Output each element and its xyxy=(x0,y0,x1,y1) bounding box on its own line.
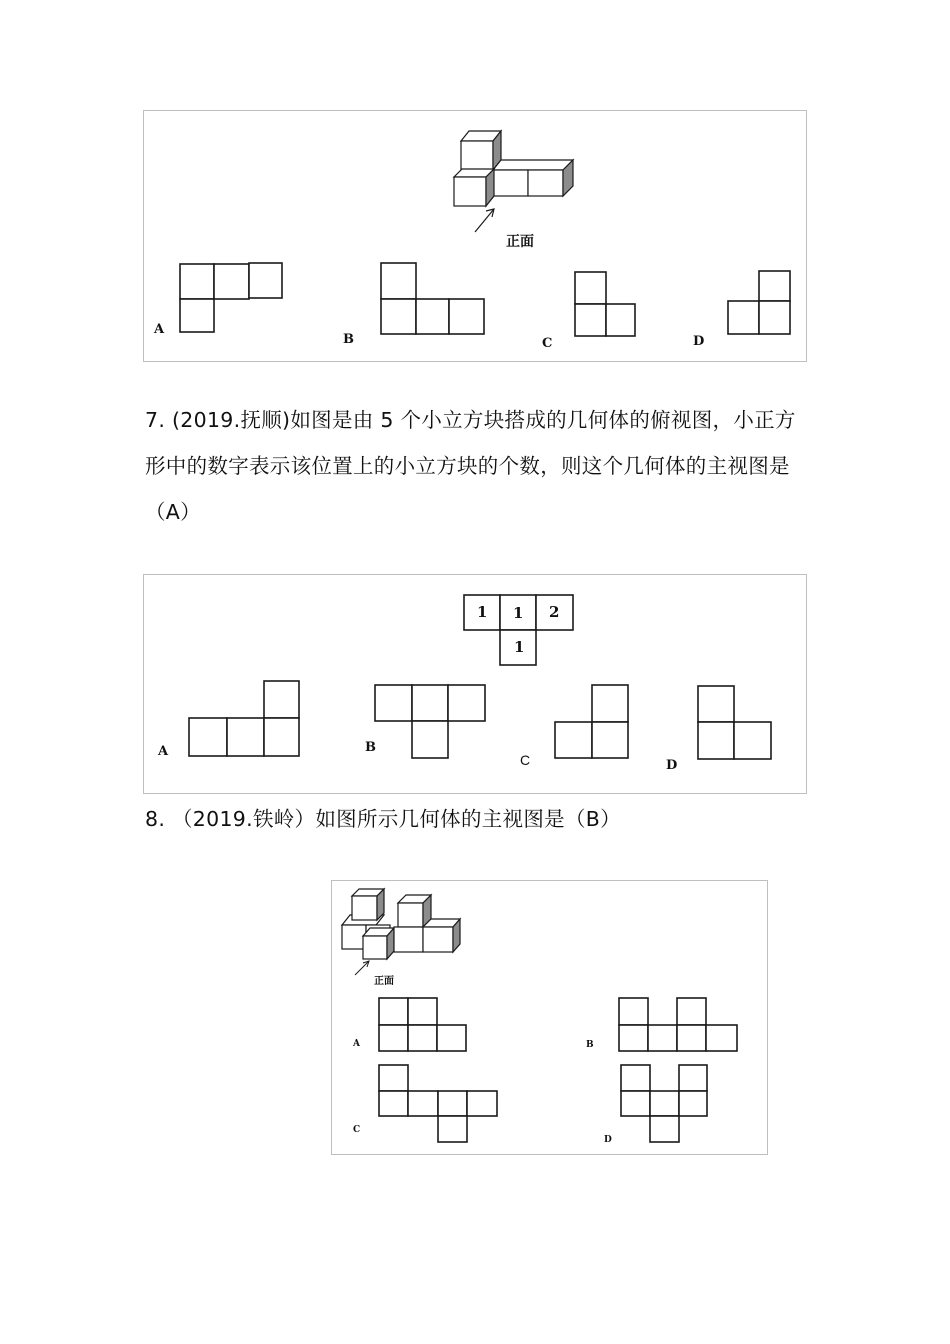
figure-2-drawing xyxy=(144,575,806,793)
grid-number: 1 xyxy=(477,603,488,621)
figure-1-frame xyxy=(143,110,807,362)
option-d-label: D xyxy=(693,334,705,349)
option-a-view xyxy=(379,998,466,1051)
figure-2-frame xyxy=(143,574,807,794)
question-7-text: 7. (2019.抚顺)如图是由 5 个小立方块搭成的几何体的俯视图，小正方形中的数字表示该位置上的小立方块的个数，则这个几何体的主视图是（A） xyxy=(145,408,796,524)
figure-1-drawing xyxy=(144,111,806,361)
option-a-label: A xyxy=(154,322,165,337)
grid-number: 2 xyxy=(549,603,560,621)
option-c-view xyxy=(379,1065,497,1142)
solid-isometric-view-2 xyxy=(342,889,460,975)
option-d-view xyxy=(698,686,771,759)
option-a-view xyxy=(180,263,282,332)
grid-number: 1 xyxy=(513,604,524,622)
option-c-view xyxy=(555,685,628,758)
option-d-label: D xyxy=(604,1135,612,1145)
figure-3-drawing xyxy=(332,881,767,1154)
front-label: 正面 xyxy=(506,234,534,250)
option-d-label: D xyxy=(666,758,678,773)
option-a-label: A xyxy=(158,744,169,759)
option-a-view xyxy=(189,681,299,756)
front-label: 正面 xyxy=(374,976,394,987)
solid-isometric-view-1 xyxy=(454,131,573,232)
question-8-text: 8. （2019.铁岭）如图所示几何体的主视图是（B） xyxy=(145,807,621,831)
option-c-label: C xyxy=(520,752,531,768)
option-b-view xyxy=(381,263,484,334)
option-a-label: A xyxy=(353,1039,360,1049)
option-c-label: C xyxy=(542,336,553,351)
figure-3-frame xyxy=(331,880,768,1155)
option-c-label: C xyxy=(353,1125,361,1135)
option-b-label: B xyxy=(365,740,376,755)
option-c-view xyxy=(575,272,635,336)
option-d-view xyxy=(621,1065,707,1142)
option-b-view xyxy=(375,685,485,758)
option-b-label: B xyxy=(343,332,354,347)
option-d-view xyxy=(728,271,790,334)
option-b-label: B xyxy=(586,1040,594,1050)
grid-number: 1 xyxy=(514,638,525,656)
option-b-view xyxy=(619,998,737,1051)
